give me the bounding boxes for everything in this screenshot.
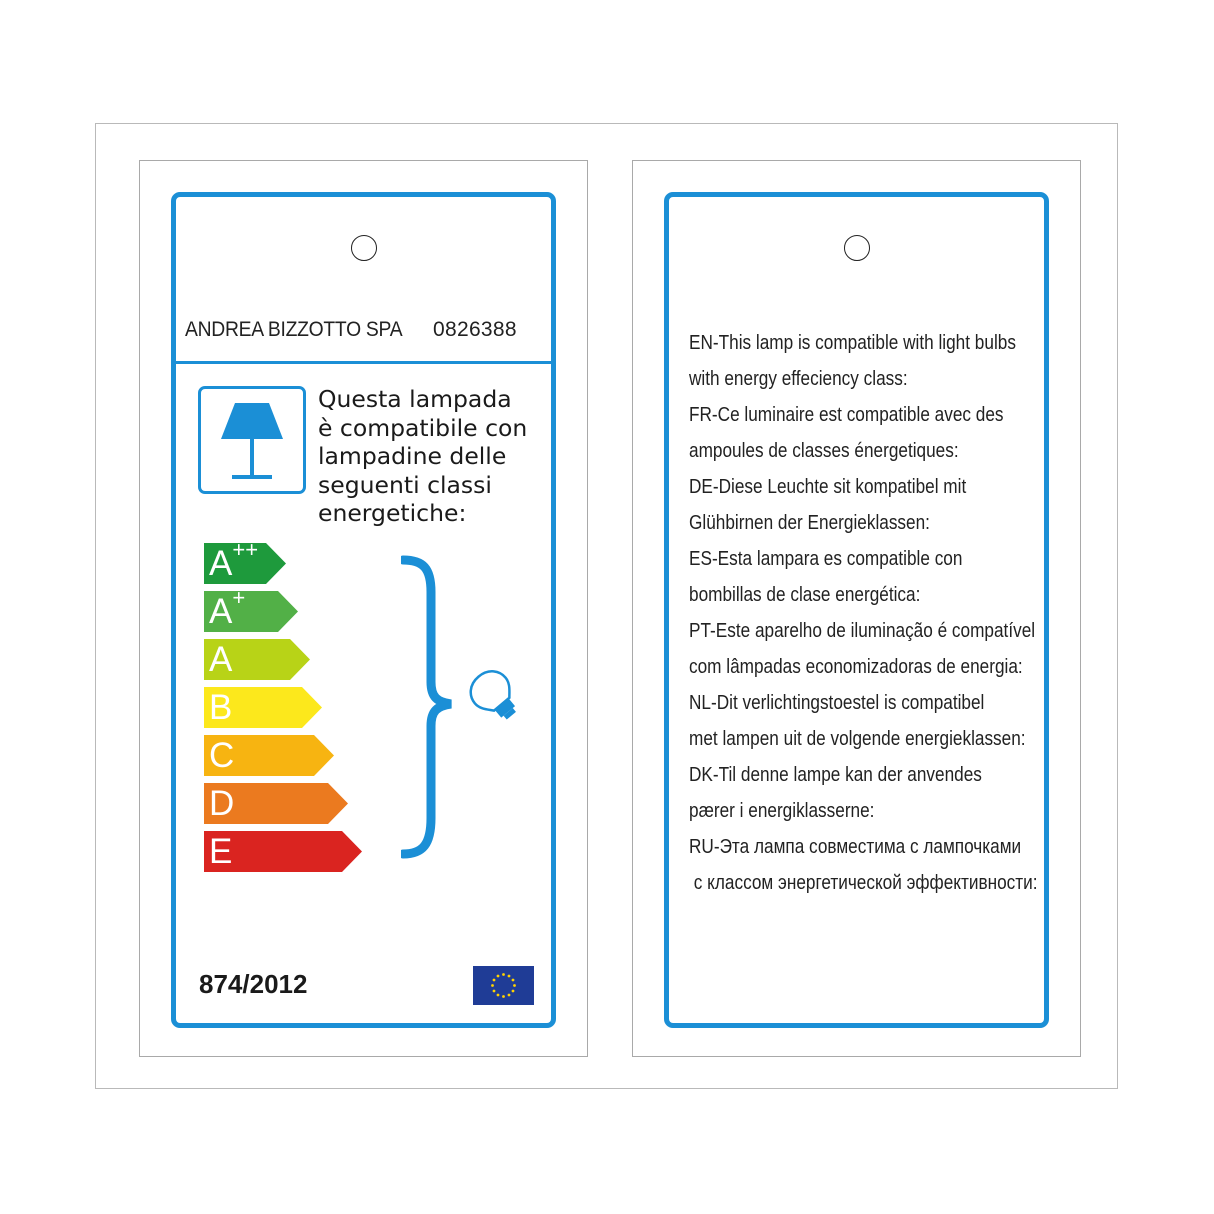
energy-class-c (204, 735, 336, 776)
energy-class-a-plus-plus (204, 537, 288, 584)
compat-line: Questa lampada (318, 385, 512, 413)
text-line-es: ES-Esta lampara es compatible con (689, 548, 963, 570)
class-letter: E (209, 832, 233, 871)
compat-line: energetiche: (318, 499, 467, 528)
manufacturer-name: ANDREA BIZZOTTO SPA (185, 318, 403, 341)
compat-line: è compatibile con (318, 413, 528, 442)
text-line-dk: DK-Til denne lampe kan der anvendes (689, 764, 982, 786)
class-letter: A (209, 592, 233, 631)
class-letter: A (209, 544, 233, 583)
multilingual-tag (664, 192, 1049, 1028)
eu-flag-icon (473, 966, 534, 1009)
text-line-fr: ampoules de classes énergetiques: (689, 440, 959, 462)
text-line-nl: NL-Dit verlichtingstoestel is compatibel (689, 692, 985, 714)
label-header (176, 313, 551, 364)
text-line-ru: RU-Эта лампа совместима с лампочками (689, 836, 1022, 858)
text-line-fr: FR-Ce luminaire est compatible avec des (689, 404, 1004, 426)
text-line-pt: com lâmpadas economizadoras de energia: (689, 656, 1023, 678)
energy-class-d (204, 783, 350, 824)
class-superscript: + (232, 585, 246, 610)
class-letter: D (209, 784, 235, 823)
text-line-en: EN-This lamp is compatible with light bulbs (689, 332, 1016, 354)
text-line-dk: pærer i energiklasserne: (689, 800, 875, 822)
energy-class-a (204, 639, 312, 680)
regulation-number: 874/2012 (199, 969, 308, 999)
energy-class-a-plus (204, 585, 300, 632)
class-letter: B (209, 688, 233, 727)
multilingual-text (689, 325, 1039, 901)
light-bulb-icon (466, 667, 530, 733)
text-line-de: DE-Diese Leuchte sit kompatibel mit (689, 476, 967, 498)
text-line-es: bombillas de clase energética: (689, 584, 921, 606)
class-letter: C (209, 736, 235, 775)
product-code: 0826388 (433, 318, 517, 341)
left-label-card (139, 160, 588, 1057)
text-line-pt: PT-Este aparelho de iluminação é compatível (689, 620, 1036, 642)
text-line-de: Glühbirnen der Energieklassen: (689, 512, 930, 534)
compat-line: lampadine delle (318, 442, 507, 471)
compat-line: seguenti classi (318, 470, 492, 499)
hang-hole (844, 235, 870, 261)
right-label-card (632, 160, 1081, 1057)
class-superscript: ++ (232, 537, 259, 562)
energy-class-b (204, 687, 324, 728)
energy-label-tag (171, 192, 556, 1028)
hang-hole (351, 235, 377, 261)
class-letter: A (209, 640, 233, 679)
text-line-en: with energy effeciency class: (689, 368, 908, 390)
table-lamp-icon (198, 386, 306, 494)
text-line-ru: с классом энергетической эффективности: (689, 872, 1038, 894)
compatibility-statement (318, 385, 548, 528)
text-line-nl: met lampen uit de volgende energieklassen: (689, 728, 1026, 750)
curly-brace (401, 552, 461, 871)
energy-class-e (204, 831, 364, 872)
